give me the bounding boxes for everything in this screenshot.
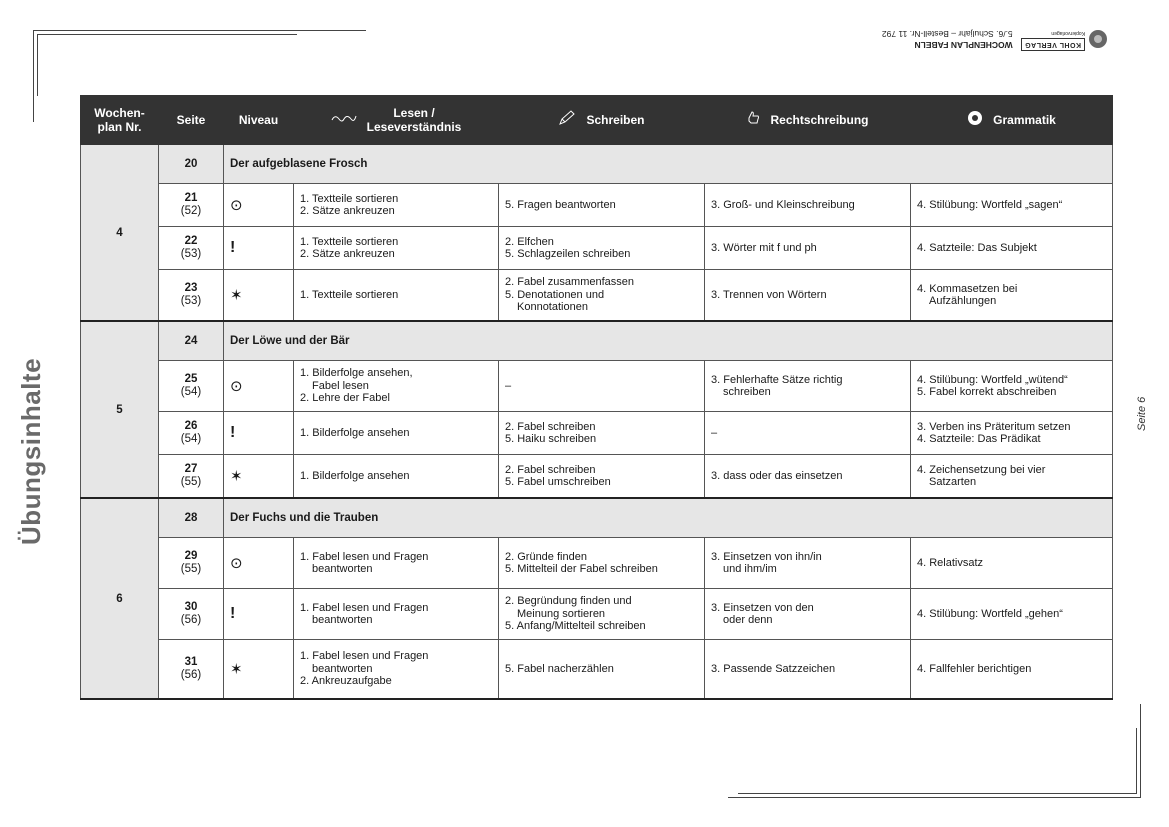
page-number-main: 22: [184, 235, 198, 247]
frame-top-left-h2: [37, 34, 297, 35]
lesen-line: 2. Lehre der Fabel: [300, 392, 390, 405]
schreiben-line: 5. Haiku schreiben: [505, 433, 597, 445]
wochenplan-number: 6: [81, 498, 159, 699]
page-cell: [159, 227, 224, 270]
recht-line: 3. dass oder das einsetzen: [711, 469, 843, 482]
lesen-line: 1. Bilderfolge ansehen,: [300, 367, 413, 380]
page-number-sub: (54): [180, 386, 202, 398]
frame-bottom-right-v1: [1140, 704, 1141, 798]
gramm-cell: [911, 227, 1113, 270]
logo-text: KOHL VERLAG: [1021, 38, 1085, 51]
recht-line: oder denn: [723, 614, 773, 626]
fable-title: Der Löwe und der Bär: [224, 321, 1113, 361]
page-cell: [159, 640, 224, 700]
gramm-cell: [911, 412, 1113, 455]
gramm-cell: [911, 589, 1113, 640]
lesen-line: 1. Bilderfolge ansehen: [300, 426, 410, 439]
col-header-schreiben: [499, 96, 705, 145]
lesen-line: beantworten: [312, 662, 373, 675]
page-number-sub: (56): [180, 669, 202, 681]
frame-top-left-v2: [37, 34, 38, 96]
fable-row: [81, 321, 1113, 361]
lesen-line: beantworten: [312, 563, 373, 575]
schreiben-line: 2. Fabel schreiben: [505, 463, 596, 476]
schreiben-line: 2. Fabel schreiben: [505, 420, 596, 433]
col-header-grammatik-label: Grammatik: [993, 113, 1056, 127]
lesen-line: 1. Bilderfolge ansehen: [300, 469, 410, 482]
niveau-cell: [224, 412, 294, 455]
lesen-line: 1. Fabel lesen und Fragen: [300, 550, 429, 563]
recht-cell: [705, 227, 911, 270]
table-row: [81, 361, 1113, 412]
side-title: Übungsinhalte: [16, 357, 46, 545]
fable-page: 24: [159, 321, 224, 361]
fable-row: [81, 498, 1113, 538]
gramm-line: 3. Verben ins Präteritum setzen: [917, 420, 1071, 433]
level-exclamation-icon: !: [230, 239, 236, 256]
gramm-cell: [911, 640, 1113, 700]
page-header: [852, 22, 1107, 56]
gramm-cell: [911, 455, 1113, 499]
lesen-line: 1. Textteile sortieren: [300, 288, 399, 301]
schreiben-cell: [499, 270, 705, 322]
recht-line: 3. Fehlerhafte Sätze richtig: [711, 373, 843, 386]
lesen-line: 1. Fabel lesen und Fragen: [300, 650, 429, 663]
schreiben-line: 5. Denotationen und: [505, 288, 605, 301]
table-row: [81, 455, 1113, 499]
recht-line: und ihm/im: [723, 563, 777, 575]
logo-tagline: Kopiervorlagen: [1051, 30, 1085, 36]
page-number-main: 25: [184, 373, 198, 385]
page-number-main: 26: [184, 420, 198, 432]
col-header-lesen-line2: Leseverständnis: [366, 120, 462, 134]
page-cell: [159, 538, 224, 589]
schreiben-cell: [499, 538, 705, 589]
fable-title: Der Fuchs und die Trauben: [224, 498, 1113, 538]
recht-cell: [705, 538, 911, 589]
recht-line: schreiben: [723, 386, 771, 398]
schreiben-line: 2. Begründung finden und: [505, 595, 632, 608]
gramm-cell: [911, 538, 1113, 589]
recht-line: 3. Wörter mit f und ph: [711, 241, 817, 254]
schreiben-line: 5. Fabel nacherzählen: [505, 662, 614, 675]
lesen-line: 1. Fabel lesen und Fragen: [300, 601, 429, 614]
schreiben-cell: [499, 184, 705, 227]
col-header-grammatik: [911, 96, 1113, 145]
lesen-line: 1. Textteile sortieren: [300, 235, 399, 248]
schreiben-line: –: [505, 379, 512, 392]
schreiben-line: Meinung sortieren: [517, 607, 606, 620]
page-number-sub: (56): [180, 614, 202, 626]
recht-line: –: [711, 426, 718, 439]
lesen-cell: [294, 412, 499, 455]
gramm-line: 4. Zeichensetzung bei vier: [917, 463, 1046, 476]
level-exclamation-icon: !: [230, 605, 236, 622]
level-circle-icon: ⊙: [230, 197, 243, 214]
lesen-cell: [294, 538, 499, 589]
gramm-line: 4. Satzteile: Das Prädikat: [917, 433, 1041, 445]
lesen-line: Fabel lesen: [312, 379, 369, 392]
recht-cell: [705, 412, 911, 455]
frame-top-left-h1: [33, 30, 366, 31]
page-number-sub: (53): [180, 248, 202, 260]
gramm-line: 4. Kommasetzen bei: [917, 282, 1018, 295]
lesen-line: 2. Sätze ankreuzen: [300, 248, 395, 260]
level-exclamation-icon: !: [230, 424, 236, 441]
gramm-line: 4. Stilübung: Wortfeld „gehen“: [917, 607, 1063, 620]
schreiben-line: 2. Elfchen: [505, 235, 554, 248]
gramm-line: 4. Fallfehler berichtigen: [917, 662, 1032, 675]
recht-cell: [705, 455, 911, 499]
table-row: [81, 589, 1113, 640]
gramm-line: 4. Stilübung: Wortfeld „wütend“: [917, 373, 1068, 386]
level-circle-icon: ⊙: [230, 378, 243, 395]
page-cell: [159, 184, 224, 227]
recht-cell: [705, 184, 911, 227]
table-row: [81, 640, 1113, 700]
page-number-main: 31: [184, 656, 198, 668]
page-number-sub: (55): [180, 476, 202, 488]
page-number-main: 30: [184, 601, 198, 613]
recht-line: 3. Einsetzen von den: [711, 601, 814, 614]
lesen-cell: [294, 640, 499, 700]
lesen-line: 2. Sätze ankreuzen: [300, 205, 395, 217]
schreiben-cell: [499, 361, 705, 412]
col-header-niveau: Niveau: [224, 96, 294, 145]
publisher-logo: [1021, 27, 1107, 51]
schreiben-cell: [499, 455, 705, 499]
level-star-icon: ✶: [230, 287, 243, 304]
gramm-cell: [911, 270, 1113, 322]
frame-bottom-right-h2: [738, 793, 1136, 794]
niveau-cell: [224, 184, 294, 227]
lesen-line: 1. Textteile sortieren: [300, 192, 399, 205]
gramm-cell: [911, 184, 1113, 227]
col-header-wochenplan-line1: Wochen-: [94, 106, 145, 120]
lesen-cell: [294, 227, 499, 270]
schreiben-line: 2. Fabel zusammenfassen: [505, 276, 635, 289]
col-header-wochenplan: [81, 96, 159, 145]
recht-line: 3. Einsetzen von ihn/in: [711, 550, 822, 563]
niveau-cell: [224, 538, 294, 589]
lesen-cell: [294, 589, 499, 640]
schreiben-line: 5. Schlagzeilen schreiben: [505, 248, 631, 260]
page-cell: [159, 412, 224, 455]
table-row: [81, 412, 1113, 455]
schreiben-cell: [499, 227, 705, 270]
lesen-line: beantworten: [312, 614, 373, 626]
gramm-line: 4. Satzteile: Das Subjekt: [917, 241, 1037, 254]
table-row: [81, 227, 1113, 270]
gramm-line: 5. Fabel korrekt abschreiben: [917, 386, 1057, 398]
page-number-sub: (53): [180, 295, 202, 307]
schreiben-line: 5. Anfang/Mittelteil schreiben: [505, 620, 646, 633]
gramm-line: 4. Stilübung: Wortfeld „sagen“: [917, 198, 1063, 211]
col-header-rechtschreibung: [705, 96, 911, 145]
fable-page: 28: [159, 498, 224, 538]
wochenplan-number: 4: [81, 145, 159, 322]
recht-cell: [705, 361, 911, 412]
col-header-rechtschreibung-label: Rechtschreibung: [770, 113, 869, 127]
level-star-icon: ✶: [230, 468, 243, 485]
thumbs-up-icon: [746, 110, 760, 130]
table-row: [81, 538, 1113, 589]
recht-line: 3. Passende Satzzeichen: [711, 662, 836, 675]
pencil-icon: [558, 110, 576, 130]
dot-circle-icon: [967, 110, 983, 130]
gramm-line: 4. Relativsatz: [917, 556, 984, 569]
gramm-line: Satzarten: [929, 476, 977, 488]
page-number: Seite 6: [1136, 396, 1148, 431]
recht-line: 3. Groß- und Kleinschreibung: [711, 198, 855, 211]
col-header-seite: Seite: [159, 96, 224, 145]
recht-cell: [705, 589, 911, 640]
schreiben-cell: [499, 412, 705, 455]
schreiben-cell: [499, 640, 705, 700]
gramm-cell: [911, 361, 1113, 412]
glasses-icon: [331, 112, 357, 129]
recht-line: 3. Trennen von Wörtern: [711, 288, 827, 301]
frame-bottom-right-v2: [1136, 728, 1137, 794]
page-number-main: 23: [184, 282, 198, 294]
page-cell: [159, 270, 224, 322]
niveau-cell: [224, 270, 294, 322]
page-number-main: 27: [184, 463, 198, 475]
weekly-plan-table: [80, 95, 1113, 700]
page-number-main: 21: [184, 192, 198, 204]
niveau-cell: [224, 640, 294, 700]
schreiben-line: Konnotationen: [517, 301, 588, 314]
niveau-cell: [224, 589, 294, 640]
page-cell: [159, 589, 224, 640]
recht-cell: [705, 640, 911, 700]
recht-cell: [705, 270, 911, 322]
niveau-cell: [224, 227, 294, 270]
niveau-cell: [224, 361, 294, 412]
schreiben-line: 5. Mittelteil der Fabel schreiben: [505, 563, 658, 575]
page-number-sub: (52): [180, 205, 202, 217]
frame-bottom-right-h1: [728, 797, 1140, 798]
frame-top-left-v1: [33, 30, 34, 122]
wochenplan-number: 5: [81, 321, 159, 498]
header-title: WOCHENPLAN FABELN: [914, 40, 1013, 50]
col-header-schreiben-label: Schreiben: [586, 113, 645, 127]
table-header-row: [81, 96, 1113, 145]
fable-row: [81, 145, 1113, 184]
fable-page: 20: [159, 145, 224, 184]
col-header-lesen: [294, 96, 499, 145]
page-number-sub: (54): [180, 433, 202, 445]
page-cell: [159, 455, 224, 499]
col-header-lesen-line1: Lesen /: [393, 106, 435, 120]
table-row: [81, 184, 1113, 227]
fable-title: Der aufgeblasene Frosch: [224, 145, 1113, 184]
gramm-line: Aufzählungen: [929, 295, 997, 307]
level-star-icon: ✶: [230, 661, 243, 678]
lesen-cell: [294, 361, 499, 412]
schreiben-line: 5. Fabel umschreiben: [505, 476, 611, 488]
col-header-wochenplan-line2: plan Nr.: [97, 120, 142, 134]
table-row: [81, 270, 1113, 322]
lesen-line: 2. Ankreuzaufgabe: [300, 675, 392, 688]
page-number-sub: (55): [180, 563, 202, 575]
lesen-cell: [294, 184, 499, 227]
lesen-cell: [294, 270, 499, 322]
schreiben-cell: [499, 589, 705, 640]
schreiben-line: 5. Fragen beantworten: [505, 198, 616, 211]
page-cell: [159, 361, 224, 412]
schreiben-line: 2. Gründe finden: [505, 550, 587, 563]
niveau-cell: [224, 455, 294, 499]
logo-icon: [1089, 30, 1107, 48]
lesen-cell: [294, 455, 499, 499]
header-subtitle: 5./6. Schuljahr – Bestell-Nr. 11 792: [881, 29, 1013, 39]
level-circle-icon: ⊙: [230, 555, 243, 572]
page-number-main: 29: [184, 550, 198, 562]
